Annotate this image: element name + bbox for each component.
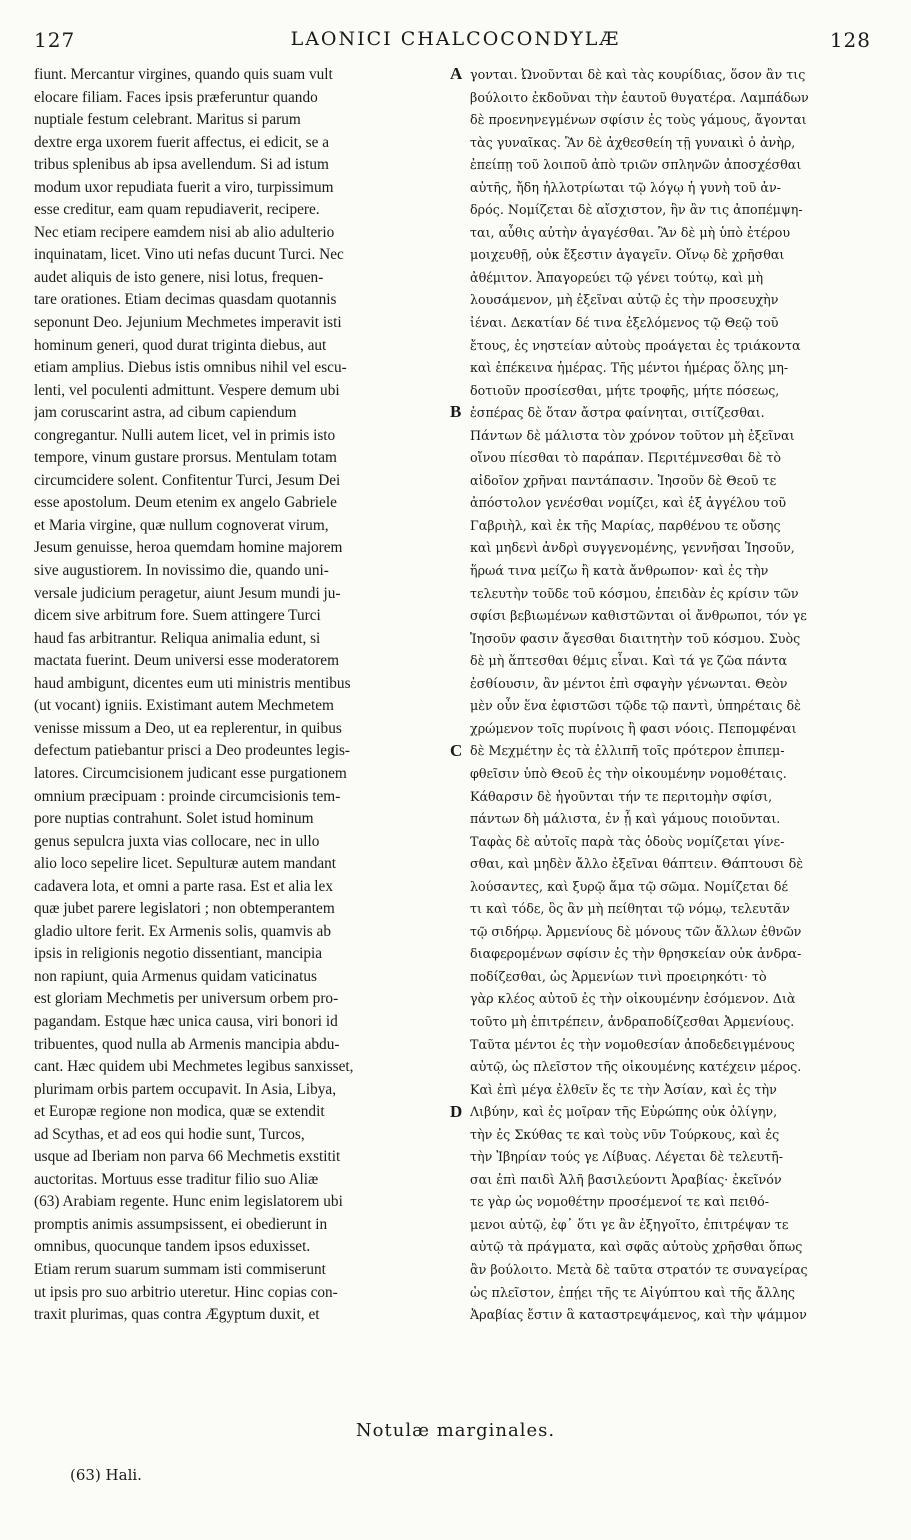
greek-text-line: οἴνου πίεσθαι τὸ παράπαν. Περιτέμνεσθαι δὲ τὸ [470,450,781,466]
latin-text-line: omnium præcipuam : proinde circumcisionis tem- [34,787,341,805]
latin-text-line: tribuentes, quod nulla ab Armenis mancipia abdu- [34,1035,340,1053]
greek-text-line: αἰδοῖον χρῆναι παντάπασιν. Ἰησοῦν δὲ Θεοῦ τε [470,472,777,488]
greek-text-line: γονται. Ὠνοῦνται δὲ καὶ τὰς κουρίδιας, ὅσον ἂν τις [470,67,806,82]
greek-column [470,64,880,1327]
latin-text-line: audet aliquis de isto genere, nisi lotus, frequen- [34,268,324,286]
latin-text-line: et Europæ regione non modica, quæ se extendit [34,1103,325,1121]
greek-text-line: τὴν Ἰβηρίαν τούς γε Λίβυας. Λέγεται δὲ τελευτῆ- [470,1149,784,1165]
latin-text-line: auctoritas. Mortuus esse traditur filio suo Aliæ [34,1170,319,1188]
latin-column [34,64,446,1327]
latin-text-line: et Maria virgine, quæ nullum cognoverat virum, [34,516,329,534]
greek-text-line: γὰρ κλέος αὐτοῦ ἐς τὴν οἰκουμένην ἐσόμενον. Διὰ [470,991,796,1007]
latin-text-line: (ut vocant) igniis. Existimant autem Mechmetem [34,697,334,715]
greek-text-line: δρός. Νομίζεται δὲ αἴσχιστον, ἣν ἂν τις ἀποπέμψη- [470,202,803,218]
greek-text-line: αὐτῆς, ἤδη ἠλλοτρίωται τῷ λόγῳ ἡ γυνὴ τοῦ ἀν- [470,179,781,195]
page-number-right: 128 [829,28,871,52]
latin-text-line: Jesum genuisse, heroa quemdam homine majorem [34,539,343,557]
latin-text-line: traxit plurimas, quas contra Ægyptum duxit, et [34,1306,320,1324]
section-marker-b: B [450,402,462,421]
greek-text-line: δὲ Μεχμέτην ἐς τὰ ἐλλιπῆ τοῖς πρότερον ἐπιπεμ- [470,743,785,759]
greek-text-line: ἰέναι. Δεκατίαν δέ τινα ἐξελόμενος τῷ Θεῷ τοῦ [470,315,779,331]
greek-text-line: ἂν βούλοιτο. Μετὰ δὲ ταῦτα στρατόν τε συναγείρας [470,1261,808,1277]
greek-text-line: Καὶ ἐπὶ μέγα ἐλθεῖν ἔς τε τὴν Ἀσίαν, καὶ ἐς τὴν [470,1081,777,1097]
greek-text-line: ἀθέμιτον. Ἀπαγορεύει τῷ γένει τούτῳ, καὶ μὴ [470,269,764,285]
latin-text-line: Nec etiam recipere eamdem nisi ab alio adulterio [34,223,335,241]
greek-text-line: ποδίζεσθαι, ὡς Ἀρμενίων τινὶ προειρηκότι· τὸ [470,968,767,984]
latin-text-line: latores. Circumcisionem judicant esse purgationem [34,764,347,782]
greek-text-line: τι καὶ τόδε, ὃς ἂν μὴ πείθηται τῷ νόμῳ, τελευτᾶν [470,901,790,917]
latin-text-line: quæ jubet parere legislatori ; non obtemperantem [34,900,335,918]
latin-text-line: Etiam rerum suarum summam isti commiserunt [34,1260,326,1278]
greek-text-line: Ἰησοῦν φασιν ἄγεσθαι διαιτητὴν τοῦ κόσμου. Συὸς [470,630,801,646]
greek-text-line: τελευτὴν τοῦδε τοῦ κόσμου, ἐπειδὰν ἐς κρίσιν τῶν [470,585,799,601]
latin-text-line: circumcidere solent. Confitentur Turci, Jesum Dei [34,471,341,489]
greek-text-line: σθαι, καὶ μηδὲν ἄλλο ἐξεῖναι θάπτειν. Θάπτουσι δὲ [470,856,804,872]
greek-text-line: τῷ σιδήρῳ. Ἀρμενίους δὲ μόνους τῶν ἄλλων ἐθνῶν [470,923,802,939]
latin-text-line: tempore, vinum gustare prorsus. Mentulam totam [34,449,337,467]
greek-text-line: μὲν οὖν ἕνα ἐφιστῶσι τῷδε τῷ παντὶ, ὑπηρέταις δὲ [470,698,801,714]
latin-text-line: (63) Arabiam regente. Hunc enim legislatorem ubi [34,1193,343,1211]
greek-text-line: Ταῦτα μέντοι ἐς τὴν νομοθεσίαν ἀποδεδειγμένους [470,1036,795,1052]
greek-text-line: χρώμενον τοῖς πυρίνοις ἢ φασι νόοις. Πεπομφέναι [470,720,797,736]
latin-text-line: congregantur. Nulli autem licet, vel in primis isto [34,426,336,444]
greek-text-line: τὴν ἐς Σκύθας τε καὶ τοὺς νῦν Τούρκους, καὶ ἐς [470,1126,780,1142]
section-marker-c: C [450,741,463,760]
latin-text-line: defectum patiebantur prisci a Deo prodeuntes legis- [34,742,351,760]
greek-text-line: διαφερομένων σφίσιν ἐς τὴν θρησκείαν οὐκ ἀνδρα- [470,946,802,962]
running-title: LAONICI CHALCOCONDYLÆ [290,28,621,50]
footnote: (63) Hali. [70,1466,142,1484]
greek-text-line: δὲ μὴ ἅπτεσθαι θέμις εἶναι. Καὶ τά γε ζῶα πάντα [470,653,788,669]
latin-text-line: cant. Hæc quidem ubi Mechmetes legibus sanxisset, [34,1058,354,1076]
latin-text-line: lenti, vel poculenti admittunt. Vespere demum ubi [34,381,340,399]
latin-text-line: alio loco sepelire licet. Sepulturæ autem mandant [34,855,337,873]
latin-text-line: mactata fuerint. Deum universi esse moderatorem [34,652,339,670]
notes-heading: Notulæ marginales. [355,1420,556,1441]
latin-text-line: jam coruscarint astra, ad cibum capiendum [34,404,297,422]
greek-text-line: Ταφὰς δὲ αὐτοῖς παρὰ τὰς ὁδοὺς νομίζεται γίνε- [470,833,785,849]
greek-text-line: Λιβύην, καὶ ἐς μοῖραν τῆς Εὐρώπης οὐκ ὀλίγην, [470,1104,778,1120]
greek-text-line: λούσαντες, καὶ ξυρῷ ἅμα τῷ σῶμα. Νομίζεται δέ [470,878,789,894]
latin-text-line: hominum generi, quod durat triginta diebus, aut [34,336,327,354]
latin-text-line: seponunt Deo. Jejunium Mechmetes imperavit isti [34,314,342,332]
latin-text-line: inquinatam, licet. Vino uti nefas ducunt Turci. Nec [34,246,344,264]
section-marker-a: A [450,64,463,83]
latin-text-line: dicem sive arbitrum fore. Suem attingere Turci [34,607,321,625]
section-marker-d: D [450,1102,463,1121]
page-number-left: 127 [34,28,76,52]
greek-text-line: ἐσθίουσιν, ἂν μέντοι ἐπὶ σφαγὴν γένωνται. Θεὸν [470,675,788,691]
greek-text-line: τὰς γυναῖκας. Ἂν δὲ ἀχθεσθείη τῇ γυναικὶ ὁ ἀνὴρ, [470,134,796,150]
greek-text-line: ἐπείπῃ τοῦ λοιποῦ ἀπὸ τριῶν σπληνῶν ἀποσχέσθαι [470,157,802,173]
page-header [0,28,911,58]
latin-text-line: usque ad Iberiam non parva 66 Mechmetis exstitit [34,1148,341,1166]
latin-text-line: pagandam. Estque hæc unica causa, viri bonori id [34,1012,338,1030]
greek-text-line: αὐτῷ τὰ πράγματα, καὶ σφᾶς αὐτοὺς χρῆσθαι ὅπως [470,1239,803,1255]
greek-text-line: τοῦτο μὴ ἐπιτρέπειν, ἀνδραποδίζεσθαι Ἀρμενίους. [470,1013,795,1029]
greek-text-line: Ἀραβίας ἔστιν ἃ καταστρεψάμενος, καὶ τὴν ψάμμον [470,1307,807,1323]
greek-text-line: δὲ προενηνεγμένων σφίσιν ἐς τοὺς γάμους, ἄγονται [470,112,807,128]
greek-text-line: βούλοιτο ἐκδοῦναι τὴν ἑαυτοῦ θυγατέρα. Λαμπάδων [470,89,809,105]
latin-text-line: haud ambigunt, dicentes eum uti ministris mentibus [34,674,351,692]
greek-text-line: ἥρωά τινα μείζω ἢ κατὰ ἄνθρωπον· καὶ ἐς τὴν [470,563,769,579]
greek-text-line: σαι ἐπὶ παιδὶ Ἀλῆ βασιλεύοντι Ἀραβίας· ἐκεῖνόν [470,1171,782,1187]
greek-text-line: σφίσι βεβιωμένων καθιστῶνται οἱ ἄνθρωποι, τόν γε [470,608,807,624]
latin-text-line: modum uxor repudiata fuerit a viro, turpissimum [34,178,334,196]
latin-text-line: elocare filiam. Faces ipsis præferuntur quando [34,88,318,106]
greek-text-line: καὶ ἐπέκεινα ἡμέρας. Τῆς μέντοι ἡμέρας ὅλης μη- [470,360,789,376]
latin-text-line: nuptiale festum celebrant. Maritus si parum [34,111,301,129]
greek-text-line: μοιχευθῇ, οὐκ ἔξεστιν ἀγαγεῖν. Οἴνῳ δὲ χρῆσθαι [470,247,785,263]
greek-text-line: ἔτους, ἐς νηστείαν αὐτοὺς προάγεται ἐς τριάκοντα [470,337,801,353]
latin-text-line: etiam amplius. Diebus istis omnibus nihil vel escu- [34,359,347,377]
latin-text-line: non rapiunt, quia Armenus quidam vaticinatus [34,967,317,985]
greek-text-line: ται, αὖθις αὐτὴν ἀγαγέσθαι. Ἂν δὲ μὴ ὑπὸ ἑτέρου [470,224,791,240]
latin-text-line: fiunt. Mercantur virgines, quando quis suam vult [34,66,333,83]
greek-text-line: Γαβριὴλ, καὶ ἐκ τῆς Μαρίας, παρθένου τε οὔσης [470,517,781,533]
greek-text-line: πάντων δὴ μάλιστα, ἐν ᾗ καὶ γάμους ποιοῦνται. [470,811,781,827]
greek-text-line: ἀπόστολον γενέσθαι νομίζει, καὶ ἐξ ἀγγέλου τοῦ [470,495,787,511]
greek-text-line: φθεῖσιν ὑπὸ Θεοῦ ἐς τὴν οἰκουμένην νομοθέταις. [470,765,787,781]
latin-text-line: pore nuptias contrahunt. Solet istud hominum [34,810,314,828]
greek-text-line: ὡς πλεῖστον, ἐπῄει τῆς τε Αἰγύπτου καὶ τῆς ἄλλης [470,1284,796,1300]
latin-text-line: omnibus, quocunque tandem ipsos eduxisset. [34,1238,311,1256]
greek-text-line: Κάθαρσιν δὲ ἡγοῦνται τήν τε περιτομὴν σφίσι, [470,788,773,804]
latin-text-line: esse apostolum. Deum etenim ex angelo Gabriele [34,494,337,512]
latin-text-line: haud fas arbitrantur. Reliqua animalia edunt, si [34,629,321,647]
greek-text-line: δοτιοῦν προσίεσθαι, μήτε τροφῆς, μήτε πόσεως, [470,382,780,398]
greek-text-line: μενοι αὐτῷ, ἐφ᾽ ὅτι γε ἂν ἐξηγοῖτο, ἐπιτρέψαν τε [470,1216,789,1232]
latin-text-line: tribus splenibus ab ipsa avellendum. Si ad istum [34,156,329,174]
latin-text-line: plurimam orbis partem occupavit. In Asia, Libya, [34,1080,337,1098]
latin-text-line: ipsis in religionis negotio dissentiant, mancipia [34,945,323,963]
latin-text-line: ad Scythas, et ad eos qui hodie sunt, Turcos, [34,1125,305,1143]
latin-text-line: genus sepulcra juxta vias collocare, nec in ullo [34,832,320,850]
latin-text-line: ut ipsis pro suo arbitrio uteretur. Hinc copias con- [34,1283,338,1301]
greek-text-line: λουσάμενον, μὴ ἐξεῖναι αὐτῷ ἐς τὴν προσευχὴν [470,292,779,308]
latin-text-line: dextre erga uxorem fuerit affectus, ei edicit, se a [34,133,330,151]
latin-text-line: tare orationes. Etiam decimas quasdam quotannis [34,291,337,309]
greek-text-line: καὶ μηδενὶ ἀνδρὶ συγγενομένης, γεννῆσαι Ἰησοῦν, [470,540,795,556]
latin-text-line: esse creditur, eam quam repudiaverit, recipere. [34,201,320,219]
greek-text-line: τε γὰρ ὡς νομοθέτην προσέμενοί τε καὶ πειθό- [470,1194,769,1210]
latin-text-line: cadavera lota, et omni a parte rasa. Est et alia lex [34,877,333,895]
latin-text-line: versale judicium peragetur, aiunt Jesum mundi ju- [34,584,341,602]
greek-text-line: Πάντων δὲ μάλιστα τὸν χρόνον τοῦτον μὴ ἐξεῖναι [470,427,795,443]
latin-text-line: promptis animis assumpsissent, ei obedierunt in [34,1215,328,1233]
greek-text-line: αὐτῷ, ὡς πλεῖστον τῆς οἰκουμένης κατέχειν μέρος. [470,1059,802,1075]
latin-text-line: venisse missum a Deo, ut ea replerentur, in quibus [34,719,342,737]
latin-text-line: gladio ultore ferit. Ex Armenis solis, quamvis ab [34,922,331,940]
latin-text-line: sive augustiorem. In novissimo die, quando uni- [34,562,329,580]
latin-text-line: est gloriam Mechmetis per universum orbem pro- [34,990,339,1008]
greek-text-line: ἑσπέρας δὲ ὅταν ἄστρα φαίνηται, σιτίζεσθαι. [470,405,765,421]
